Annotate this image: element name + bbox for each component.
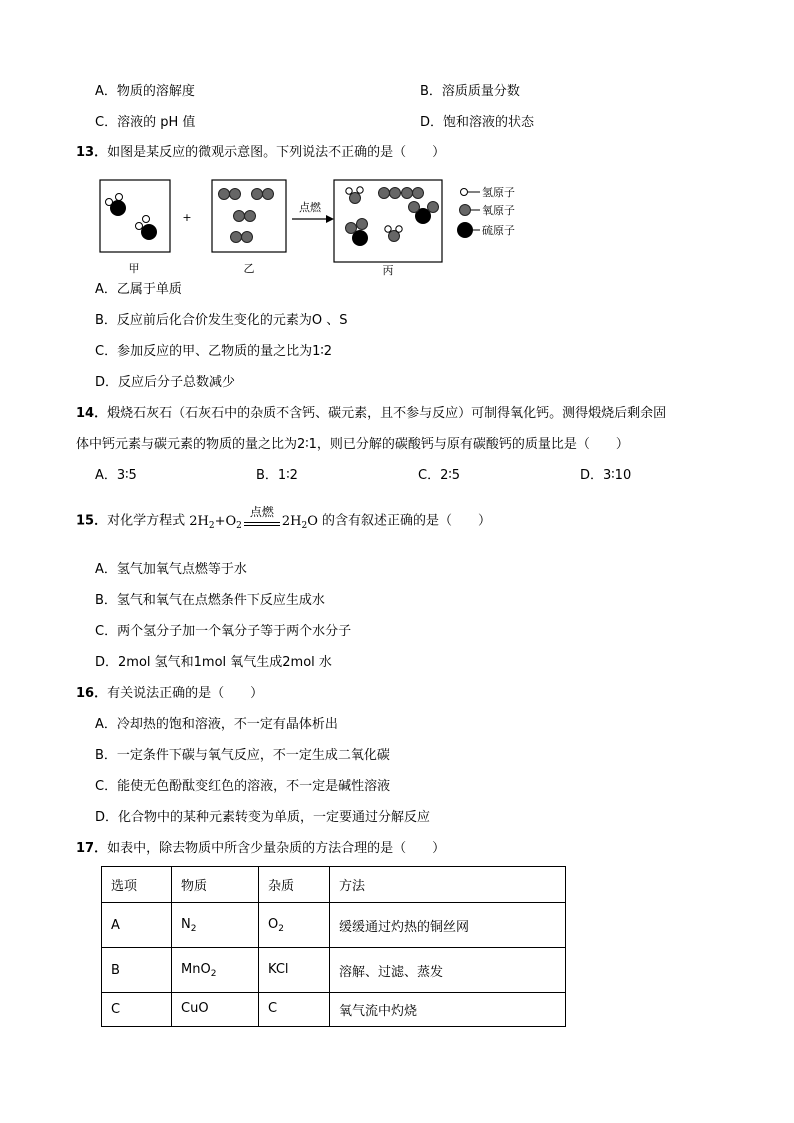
q13-option-b: B．反应前后化合价发生变化的元素为O 、S bbox=[95, 313, 348, 328]
h2o-molecule bbox=[346, 187, 363, 204]
q16-stem: 16．有关说法正确的是（ ） bbox=[76, 686, 264, 701]
q13-option-c: C．参加反应的甲、乙物质的量之比为1∶2 bbox=[95, 344, 333, 359]
arrow-label: 点燃 bbox=[299, 201, 321, 214]
q14-option-b: B．1∶2 bbox=[256, 468, 298, 483]
so2-molecule bbox=[409, 202, 439, 225]
table-cell-impurity: $O_2$ bbox=[259, 903, 330, 948]
q14-option-c: C．2∶5 bbox=[418, 468, 461, 483]
q16-option-b: B．一定条件下碳与氧气反应，不一定生成二氧化碳 bbox=[95, 748, 390, 763]
legend-sulfur: 硫原子 bbox=[482, 224, 515, 237]
table-header-cell: 选项 bbox=[102, 867, 172, 903]
plus-sign: + bbox=[182, 211, 192, 224]
q17-stem: 17．如表中，除去物质中所含少量杂质的方法合理的是（ ） bbox=[76, 841, 446, 856]
box-jia bbox=[100, 180, 170, 252]
legend-hydrogen: 氢原子 bbox=[482, 186, 515, 199]
table-header-cell: 方法 bbox=[330, 867, 566, 903]
h2s-molecule bbox=[106, 194, 127, 217]
q15-stem: 15．对化学方程式 $2H_2+O_2$ 点燃 $2H_2O$ 的含有叙述正确的是（ ） bbox=[76, 505, 492, 531]
q16-option-c: C．能使无色酚酞变红色的溶液，不一定是碱性溶液 bbox=[95, 779, 391, 794]
q14-stem-line1: 14．煅烧石灰石（石灰石中的杂质不含钙、碳元素，且不参与反应）可制得氧化钙。测得煅烧后剩余固 bbox=[76, 406, 667, 421]
q13-reaction-diagram bbox=[98, 177, 568, 277]
q15-option-c: C．两个氢分子加一个氧分子等于两个水分子 bbox=[95, 624, 352, 639]
table-header-cell: 杂质 bbox=[259, 867, 330, 903]
q17-table bbox=[101, 866, 566, 1027]
sulfur-atom-icon bbox=[457, 222, 473, 238]
q15-option-b: B．氢气和氧气在点燃条件下反应生成水 bbox=[95, 593, 325, 608]
table-row bbox=[102, 993, 566, 1027]
table-cell-substance: CuO bbox=[172, 993, 259, 1027]
q15-option-d: D．2mol 氢气和1mol 氧气生成2mol 水 bbox=[95, 655, 332, 670]
chemical-equation: $2H_2+O_2$ 点燃 $2H_2O$ bbox=[189, 505, 318, 531]
label-jia: 甲 bbox=[128, 262, 140, 275]
label-yi: 乙 bbox=[243, 262, 255, 275]
q16-option-d: D．化合物中的某种元素转变为单质，一定要通过分解反应 bbox=[95, 810, 431, 825]
q12-option-b: B．溶质质量分数 bbox=[420, 84, 520, 99]
table-header-cell: 物质 bbox=[172, 867, 259, 903]
table-cell-option: A bbox=[102, 903, 172, 948]
label-bing: 丙 bbox=[382, 264, 394, 277]
q12-option-a: A．物质的溶解度 bbox=[95, 84, 195, 99]
q13-option-a: A．乙属于单质 bbox=[95, 282, 182, 297]
legend-oxygen: 氧原子 bbox=[482, 204, 515, 217]
table-cell-method: 缓缓通过灼热的铜丝网 bbox=[330, 903, 566, 948]
oxygen-atom-icon bbox=[460, 205, 471, 216]
table-header-row bbox=[102, 867, 566, 903]
q14-option-d: D．3∶10 bbox=[580, 468, 632, 483]
legend bbox=[457, 185, 515, 238]
table-cell-impurity: KCl bbox=[259, 948, 330, 993]
arrow-head-icon bbox=[326, 215, 334, 223]
q12-option-c: C．溶液的 pH 值 bbox=[95, 115, 196, 130]
h2s-molecule bbox=[136, 216, 158, 241]
so2-molecule bbox=[346, 219, 369, 247]
hydrogen-atom-icon bbox=[461, 189, 468, 196]
equation-condition: 点燃 bbox=[242, 511, 282, 531]
table-cell-option: B bbox=[102, 948, 172, 993]
table-cell-method: 溶解、过滤、蒸发 bbox=[330, 948, 566, 993]
table-cell-substance: $N_2$ bbox=[172, 903, 259, 948]
q13-option-d: D．反应后分子总数减少 bbox=[95, 375, 236, 390]
q14-stem-line2: 体中钙元素与碳元素的物质的量之比为2∶1，则已分解的碳酸钙与原有碳酸钙的质量比是（ ） bbox=[76, 437, 629, 452]
h2o-molecule bbox=[385, 226, 402, 242]
table-cell-impurity: C bbox=[259, 993, 330, 1027]
o2-molecules bbox=[219, 189, 274, 243]
table-cell-substance: MnO$_2$ bbox=[172, 948, 259, 993]
table-cell-method: 氧气流中灼烧 bbox=[330, 993, 566, 1027]
o2-molecules bbox=[379, 188, 424, 199]
table-cell-option: C bbox=[102, 993, 172, 1027]
q15-option-a: A．氢气加氧气点燃等于水 bbox=[95, 562, 247, 577]
table-row bbox=[102, 948, 566, 993]
q14-option-a: A．3∶5 bbox=[95, 468, 137, 483]
q16-option-a: A．冷却热的饱和溶液，不一定有晶体析出 bbox=[95, 717, 338, 732]
table-row bbox=[102, 903, 566, 948]
q13-stem: 13．如图是某反应的微观示意图。下列说法不正确的是（ ） bbox=[76, 145, 446, 160]
q12-option-d: D．饱和溶液的状态 bbox=[420, 115, 535, 130]
